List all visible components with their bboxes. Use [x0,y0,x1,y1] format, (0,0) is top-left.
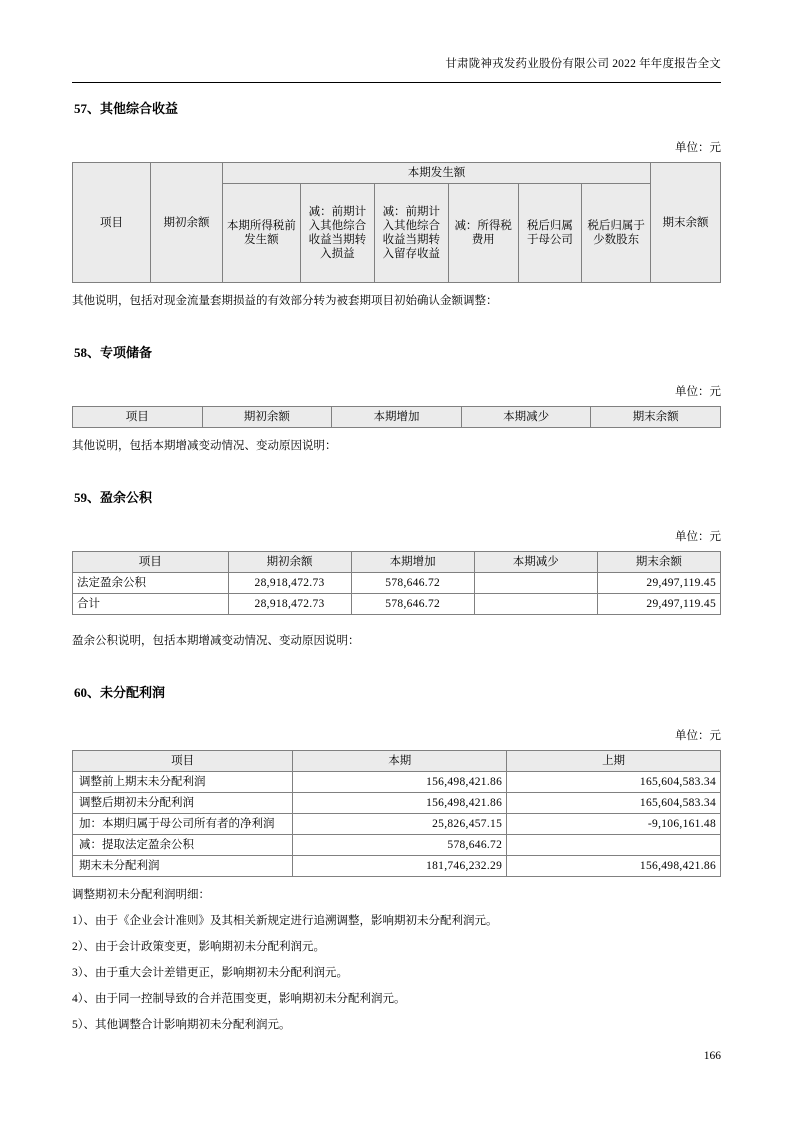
unit-label-58: 单位：元 [675,386,721,398]
cell-item: 调整前上期末未分配利润 [73,772,293,793]
table-header-row [73,751,721,772]
section-note-57: 其他说明，包括对现金流量套期损益的有效部分转为被套期项目初始确认金额调整： [72,295,498,307]
cell-prior: 165,604,583.34 [507,772,721,793]
col-transfer-to-retained: 减：前期计入其他综合收益当期转入留存收益 [374,184,448,283]
cell-prior: -9,106,161.48 [507,814,721,835]
col-decrease: 本期减少 [461,407,591,428]
cell-beginning-balance: 28,918,472.73 [228,573,351,594]
col-group-current-period: 本期发生额 [222,163,650,184]
cell-current: 578,646.72 [293,835,507,856]
table-row [73,814,721,835]
table-header-row [73,163,721,184]
cell-increase: 578,646.72 [351,594,474,615]
page-content [72,0,721,1034]
col-income-tax: 减：所得税费用 [448,184,518,283]
col-beginning-balance: 期初余额 [228,552,351,573]
col-prior-period: 上期 [507,751,721,772]
cell-prior: 165,604,583.34 [507,793,721,814]
cell-decrease [474,594,597,615]
table-other-comprehensive-income [72,162,721,283]
table-row [73,793,721,814]
section-note-58: 其他说明，包括本期增减变动情况、变动原因说明： [72,440,337,452]
col-decrease: 本期减少 [474,552,597,573]
cell-current: 156,498,421.86 [293,793,507,814]
page-number: 166 [703,1050,721,1062]
cell-current: 25,826,457.15 [293,814,507,835]
unit-label-57: 单位：元 [675,142,721,154]
cell-item: 调整后期初未分配利润 [73,793,293,814]
section-title-59: 59、盈余公积 [74,490,153,505]
section-title-58: 58、专项储备 [74,345,153,360]
col-ending-balance: 期末余额 [651,163,721,283]
col-beginning-balance: 期初余额 [151,163,223,283]
table-row [73,594,721,615]
col-item: 项目 [73,163,151,283]
col-transfer-to-pl: 减：前期计入其他综合收益当期转入损益 [300,184,374,283]
cell-item: 减：提取法定盈余公积 [73,835,293,856]
col-pretax-amount: 本期所得税前发生额 [222,184,300,283]
cell-item: 期末未分配利润 [73,856,293,877]
adjustment-note-list [72,904,721,1034]
cell-prior [507,835,721,856]
col-aftertax-parent: 税后归属于母公司 [518,184,582,283]
col-increase: 本期增加 [332,407,462,428]
table-row [73,835,721,856]
cell-item: 加：本期归属于母公司所有者的净利润 [73,814,293,835]
section-note-60: 调整期初未分配利润明细： [72,889,210,901]
col-increase: 本期增加 [351,552,474,573]
header-divider [72,82,721,83]
col-item: 项目 [73,552,229,573]
col-ending-balance: 期末余额 [597,552,720,573]
note-item-3: 3）、由于重大会计差错更正，影响期初未分配利润元。 [72,967,348,979]
table-row [73,573,721,594]
table-header-row [73,407,721,428]
section-title-60: 60、未分配利润 [74,685,166,700]
note-item-4: 4）、由于同一控制导致的合并范围变更，影响期初未分配利润元。 [72,993,406,1005]
unit-label-60: 单位：元 [675,730,721,742]
page-header: 甘肃陇神戎发药业股份有限公司 2022 年年度报告全文 [445,58,721,70]
note-item-5: 5）、其他调整合计影响期初未分配利润元。 [72,1019,291,1031]
table-header-row [73,552,721,573]
col-ending-balance: 期末余额 [591,407,721,428]
cell-item: 法定盈余公积 [73,573,229,594]
cell-ending-balance: 29,497,119.45 [597,573,720,594]
table-undistributed-profit [72,750,721,877]
note-item-2: 2）、由于会计政策变更，影响期初未分配利润元。 [72,941,325,953]
col-aftertax-minority: 税后归属于少数股东 [582,184,651,283]
table-row [73,772,721,793]
table-special-reserve [72,406,721,428]
note-item-1: 1）、由于《企业会计准则》及其相关新规定进行追溯调整，影响期初未分配利润元。 [72,915,498,927]
cell-current: 181,746,232.29 [293,856,507,877]
cell-decrease [474,573,597,594]
col-current-period: 本期 [293,751,507,772]
section-note-59: 盈余公积说明，包括本期增减变动情况、变动原因说明： [72,635,360,647]
unit-label-59: 单位：元 [675,531,721,543]
cell-beginning-balance: 28,918,472.73 [228,594,351,615]
col-item: 项目 [73,751,293,772]
table-surplus-reserve [72,551,721,615]
table-row [73,856,721,877]
cell-increase: 578,646.72 [351,573,474,594]
section-title-57: 57、其他综合收益 [74,101,179,116]
col-item: 项目 [73,407,203,428]
cell-ending-balance: 29,497,119.45 [597,594,720,615]
cell-item: 合计 [73,594,229,615]
cell-prior: 156,498,421.86 [507,856,721,877]
cell-current: 156,498,421.86 [293,772,507,793]
col-beginning-balance: 期初余额 [202,407,332,428]
